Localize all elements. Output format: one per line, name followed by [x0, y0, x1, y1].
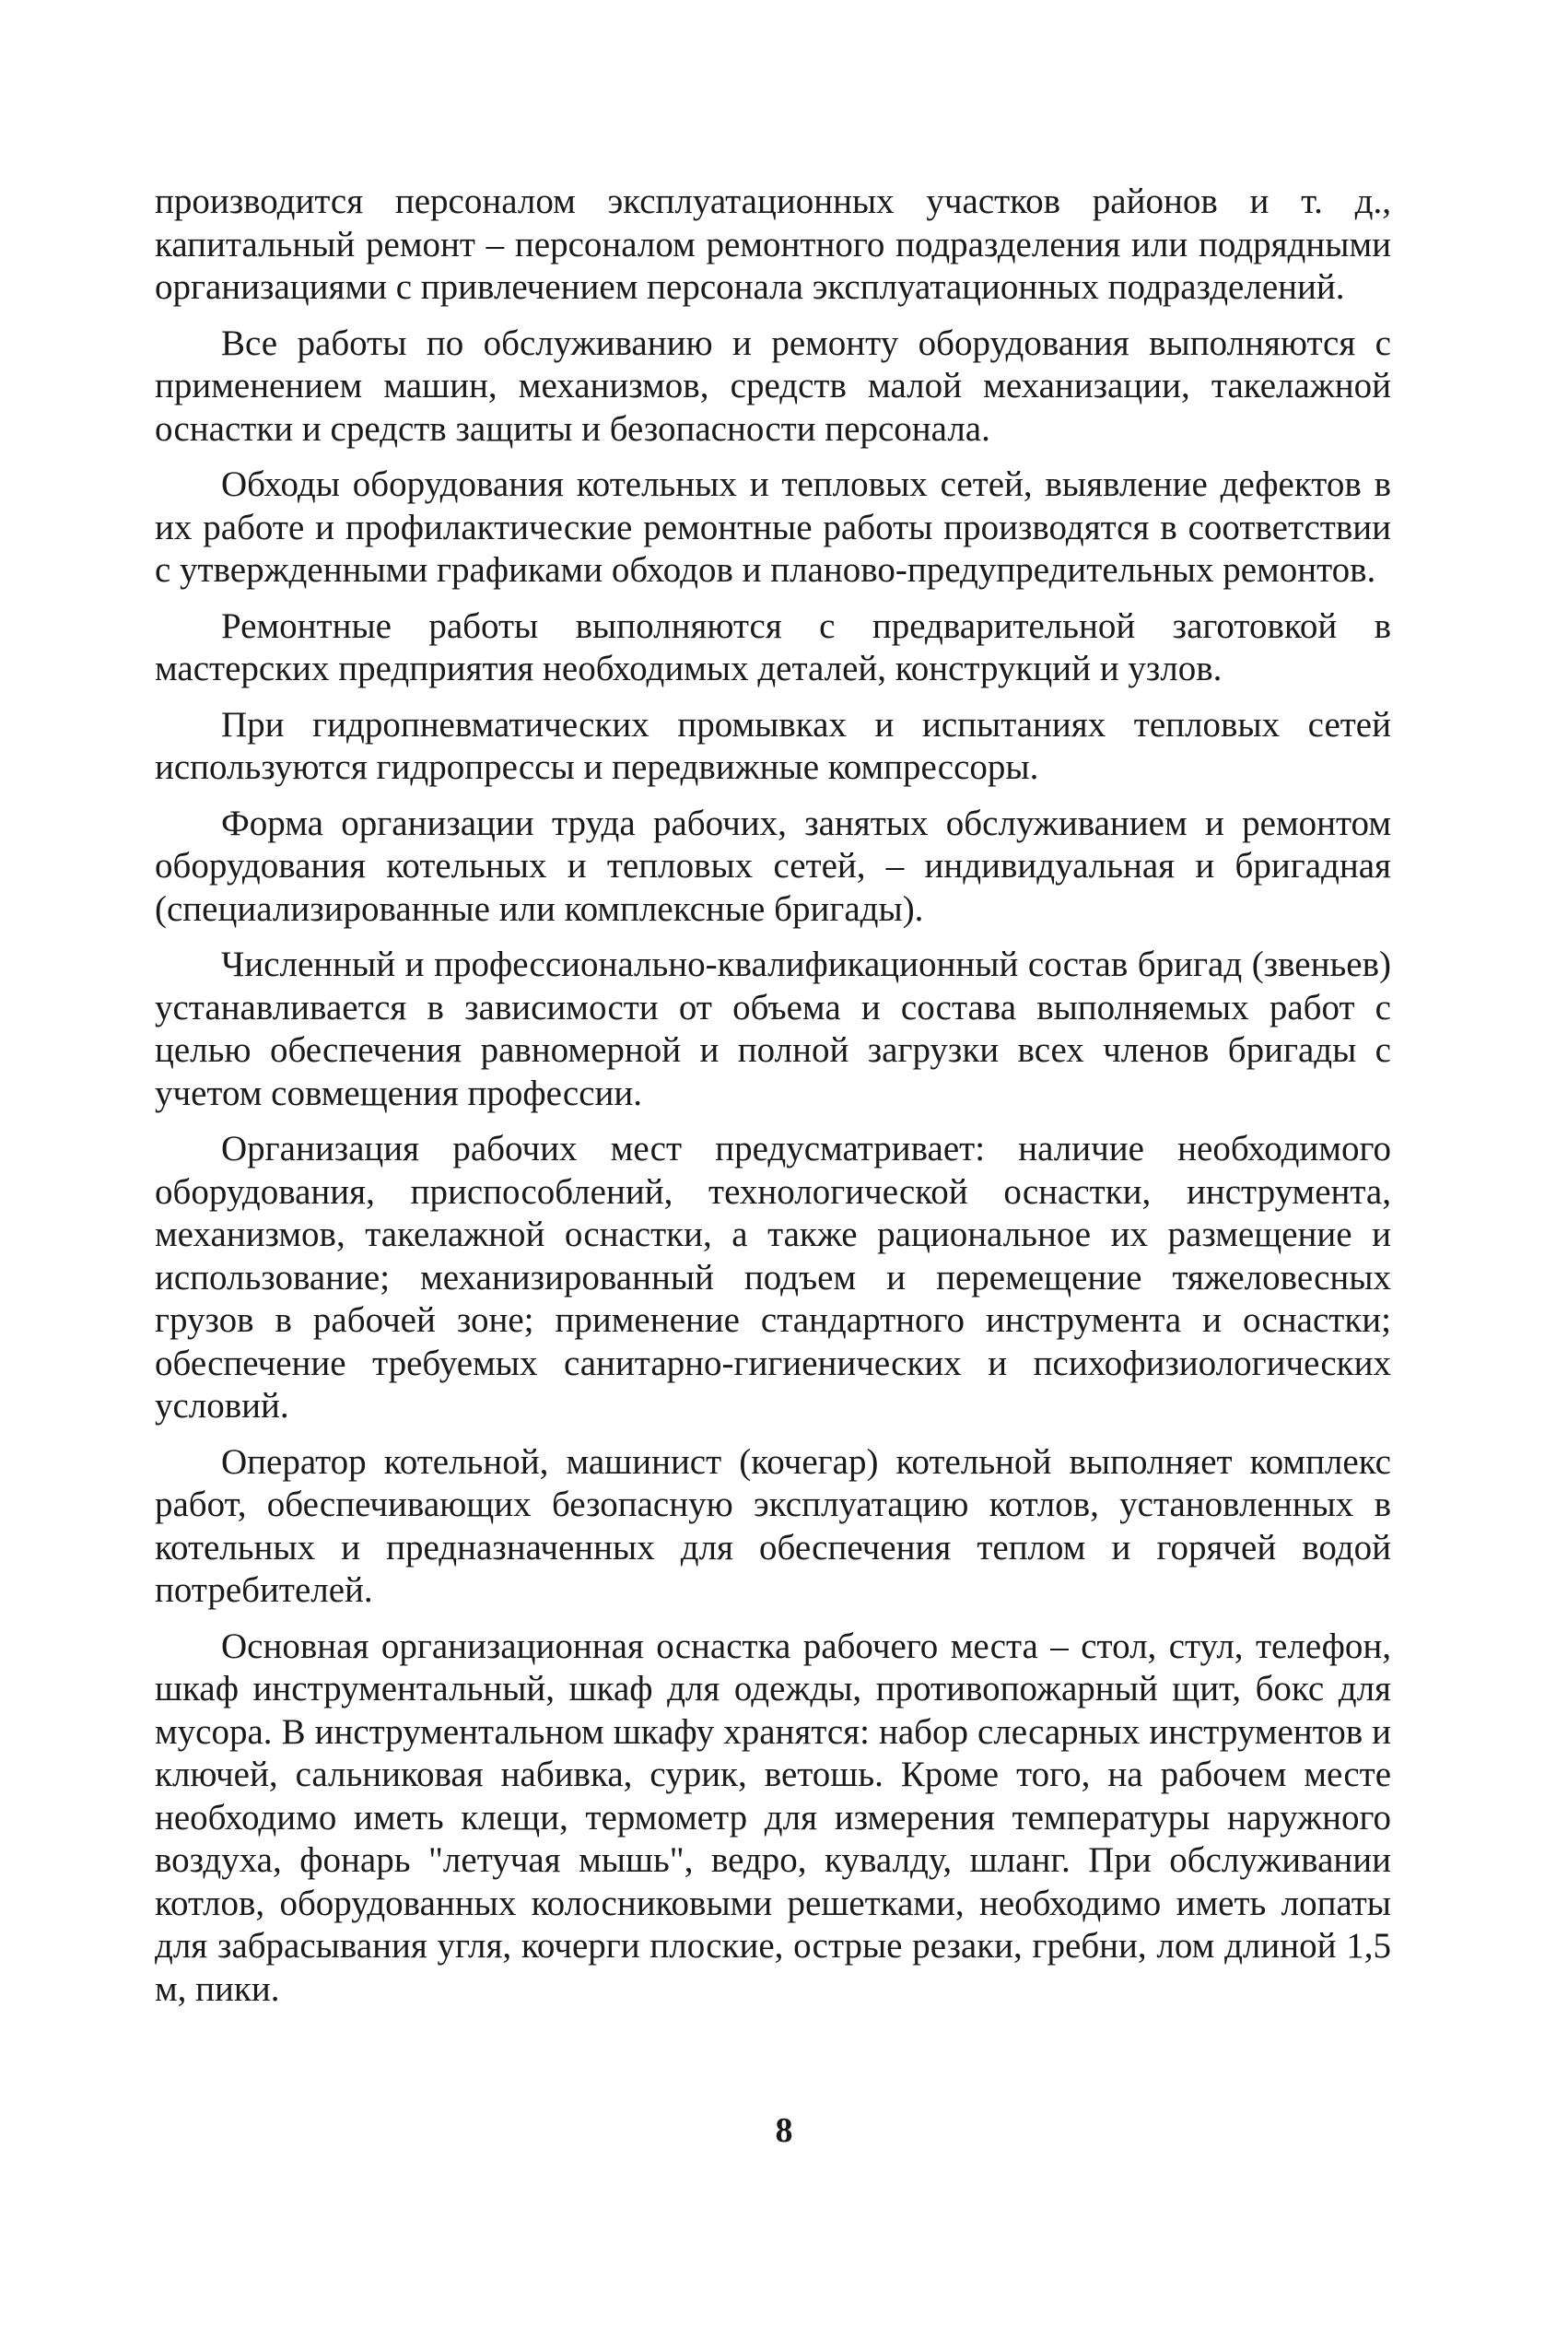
paragraph-inspections: Обходы оборудования котельных и тепловых сетей, выявление дефектов в их работе и профилактические ремонтные работы производятся в соответствии с утвержденными графиками обходов и планово-предупредительных ремонтов.: [155, 464, 1391, 590]
paragraph-brigade-composition: Численный и профессионально-квалификационный состав бригад (звеньев) устанавливается в зависимости от объема и состава выполняемых работ с целью обеспечения равномерной и полной загрузки всех членов бригады с учетом совмещения профессии.: [155, 945, 1391, 1113]
paragraph-repair-work: Ремонтные работы выполняются с предварительной заготовкой в мастерских предприятия необходимых деталей, конструкций и узлов.: [155, 605, 1391, 688]
paragraph-hydraulic-tests: При гидропневматических промывках и испытаниях тепловых сетей используются гидропрессы и передвижные компрессоры.: [155, 704, 1391, 787]
paragraph-workplace-equipment: Основная организационная оснастка рабочего места – стол, стул, телефон, шкаф инструментальный, шкаф для одежды, противопожарный щит, бокс для мусора. В инструментальном шкафу хранятся: набор слесарных инструментов и ключей, сальниковая набивка, сурик, ветошь. Кроме того, на рабочем месте необходимо иметь клещи, термометр для измерения температуры наружного воздуха, фонарь "летучая мышь", ведро, кувалду, шланг. При обслуживании котлов, оборудованных колосниковыми решетками, необходимо иметь лопаты для забрасывания угля, кочерги плоские, острые резаки, гребни, лом длиной 1,5 м, пики.: [155, 1626, 1391, 2009]
page-body: [155, 181, 1391, 2024]
paragraph-labor-organization: Форма организации труда рабочих, занятых обслуживанием и ремонтом оборудования котельных и тепловых сетей, – индивидуальная и бригадная (специализированные или комплексные бригады).: [155, 803, 1391, 929]
paragraph-workplace-organization: Организация рабочих мест предусматривает: наличие необходимого оборудования, приспособлений, технологической оснастки, инструмента, механизмов, такелажной оснастки, а также рациональное их размещение и использование; механизированный подъем и перемещение тяжеловесных грузов в рабочей зоне; применение стандартного инструмента и оснастки; обеспечение требуемых санитарно-гигиенических и психофизиологических условий.: [155, 1129, 1391, 1426]
paragraph-boiler-operator: Оператор котельной, машинист (кочегар) котельной выполняет комплекс работ, обеспечивающих безопасную эксплуатацию котлов, установленных в котельных и предназначенных для обеспечения теплом и горячей водой потребителей.: [155, 1441, 1391, 1610]
paragraph-continuation: производится персоналом эксплуатационных участков районов и т. д., капитальный ремонт – персоналом ремонтного подразделения или подрядными организациями с привлечением персонала эксплуатационных подразделений.: [155, 182, 1391, 307]
paragraph-equipment-work: Все работы по обслуживанию и ремонту оборудования выполняются с применением машин, механизмов, средств малой механизации, такелажной оснастки и средств защиты и безопасности персонала.: [155, 323, 1391, 449]
page-number: 8: [775, 2111, 793, 2150]
